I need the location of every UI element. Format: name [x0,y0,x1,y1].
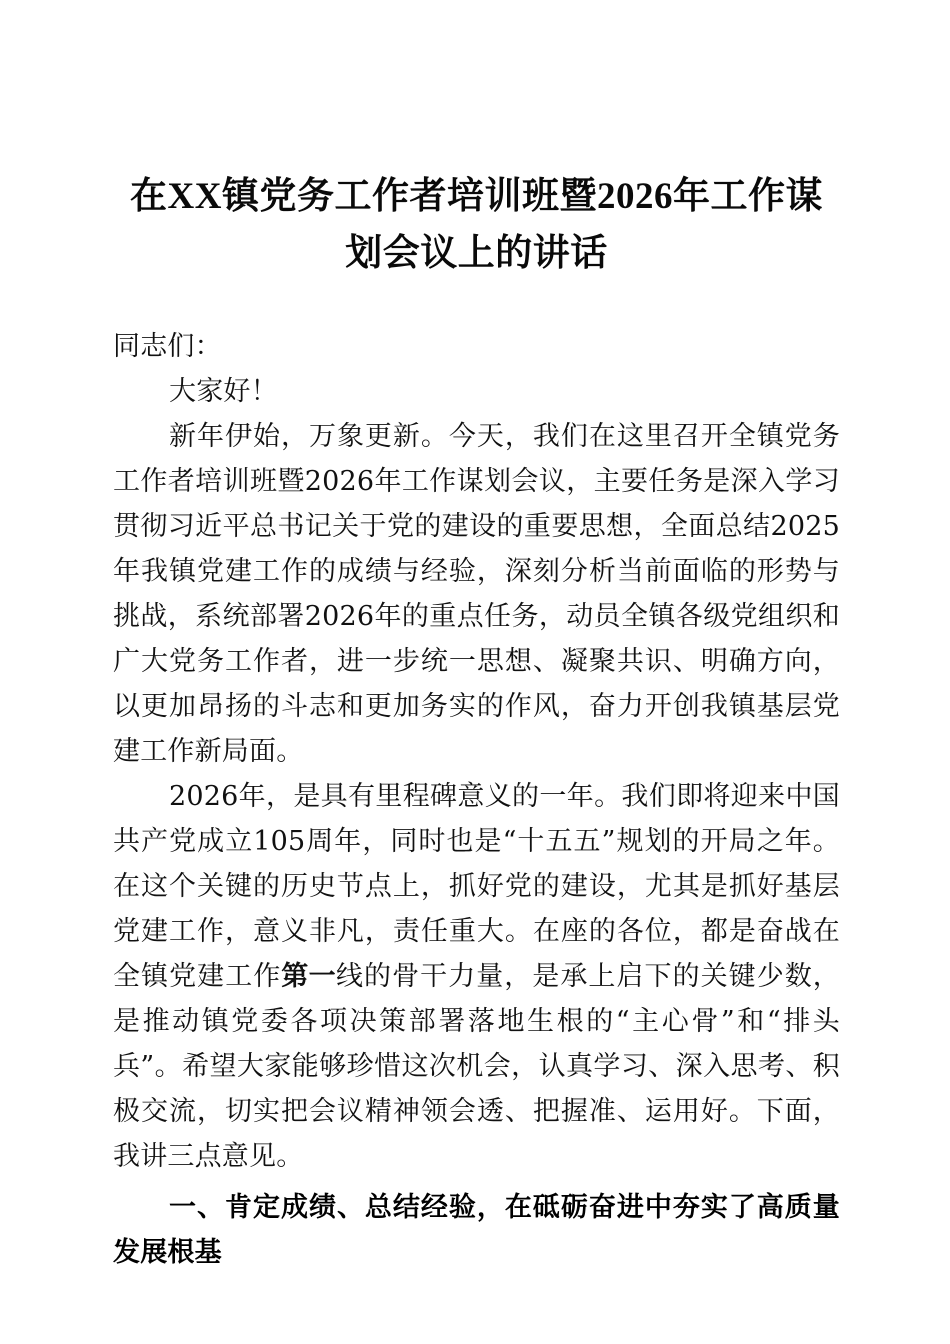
salutation: 同志们： [113,331,222,362]
paragraph-2 [113,774,840,1179]
paragraph-2-segment-a: 2026年，是具有里程碑意义的一年。我们即将迎来中国共产党成立105周年，同时也是“十五五”规划的开局之年。在这个关键的历史节点上，抓好党的建设，尤其是抓好基层党建工作，意义非凡，责任重大。在座的各位，都是奋战在全镇党建工作 [113,781,840,992]
title-line-1: 在XX镇党务工作者培训班暨2026年工作谋 [130,176,823,217]
document-body [113,324,840,1275]
paragraph-2-segment-c: 线的骨干力量，是承上启下的关键少数，是推动镇党委各项决策部署落地生根的“主心骨”和“排头兵”。希望大家能够珍惜这次机会，认真学习、深入思考、积极交流，切实把会议精神领会透、把握准、运用好。下面，我讲三点意见。 [113,961,841,1172]
title-line-2: 划会议上的讲话 [345,233,608,274]
greeting: 大家好！ [169,376,278,407]
paragraph-1: 新年伊始，万象更新。今天，我们在这里召开全镇党务工作者培训班暨2026年工作谋划会议，主要任务是深入学习贯彻习近平总书记关于党的建设的重要思想，全面总结2025年我镇党建工作的成绩与经验，深刻分析当前面临的形势与挑战，系统部署2026年的重点任务，动员全镇各级党组织和广大党务工作者，进一步统一思想、凝聚共识、明确方向，以更加昂扬的斗志和更加务实的作风，奋力开创我镇基层党建工作新局面。 [113,421,840,767]
page-title [113,0,840,282]
section-heading-one: 一、肯定成绩、总结经验，在砥砺奋进中夯实了高质量发展根基 [113,1192,840,1268]
paragraph-2-bold-emphasis: 第一 [281,961,336,992]
document-content [113,0,840,1275]
